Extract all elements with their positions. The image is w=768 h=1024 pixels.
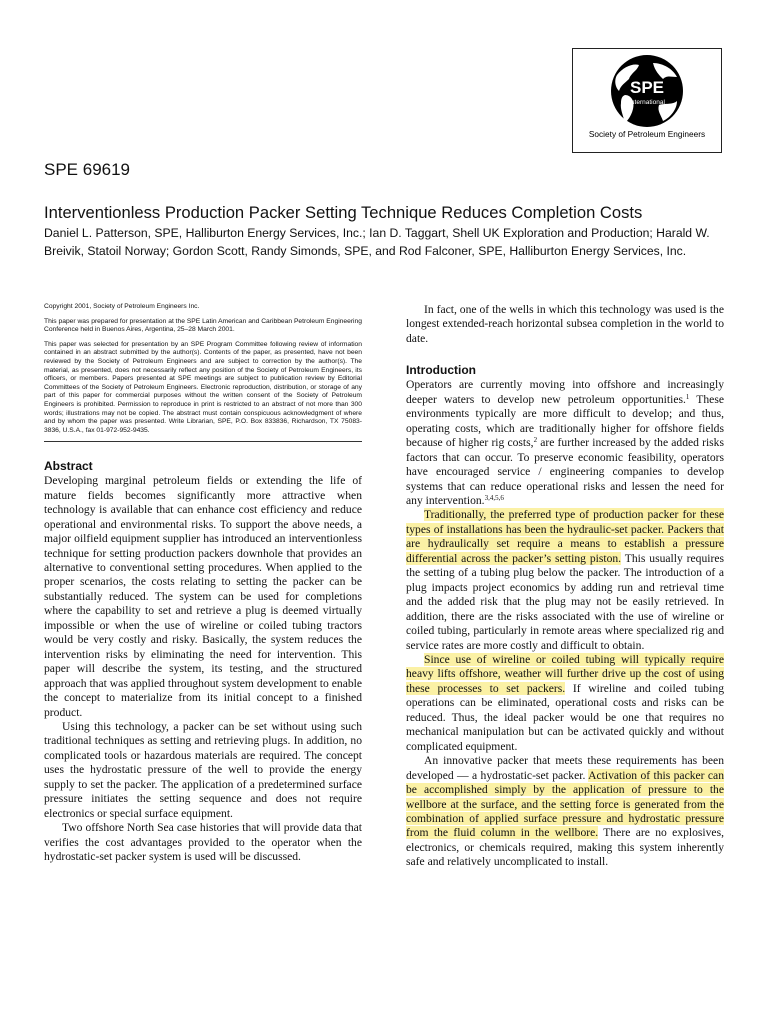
- introduction-heading: Introduction: [406, 363, 476, 378]
- spe-logo: [572, 48, 722, 153]
- author-list: Daniel L. Patterson, SPE, Halliburton Energy Services, Inc.; Ian D. Taggart, Shell UK Exploration and Production; Harald W. Breivik, Statoil Norway; Gordon Scott, Randy Simonds, SPE, and Rod Falconer, SPE, Halliburton Energy Services, Inc.: [44, 226, 710, 258]
- intro-paragraph-2: [406, 508, 724, 653]
- selection-notice: This paper was selected for presentation by an SPE Program Committee following review of information contained in an abstract submitted by the author(s). Contents of the paper, as presented, have not been reviewed by the Society of Petroleum Engineers and are subject to correction by the author(s). The material, as presented, does not necessarily reflect any position of the Society of Petroleum Engineers, its officers, or members. Papers presented at SPE meetings are subject to publication review by Editorial Committees of the Society of Petroleum Engineers. Electronic reproduction, distribution, or storage of any part of this paper for commercial purposes without the written consent of the Society of Petroleum Engineers is prohibited. Permission to reproduce in print is restricted to an abstract of not more than 300 words; illustrations may not be copied. The abstract must contain conspicuous acknowledgment of where and by whom the paper was presented. Write Librarian, SPE, P.O. Box 833836, Richardson, TX 75083-3836, U.S.A., fax 01-972-952-9435.: [44, 340, 362, 434]
- intro-p2-text: This usually requires the setting of a tubing plug below the packer. The introduction of a plug impacts project economics by adding run and retrieval time and the added risk that the plug may not be easily retrieved. In addition, there are the risks associated with the use of wireline or coiled tubing, particularly in remote areas where specialized rig and service rates are more costly and difficult to obtain.: [406, 551, 724, 652]
- highlighted-text: Activation of this packer can be accomplished simply by the application of pressure to the wellbore at the surface, and the setting force is generated from the combination of applied surface pressure and hydrostatic pressure from the fluid column in the wellbore.: [406, 768, 724, 840]
- intro-p3-text: If wireline and coiled tubing operations can be eliminated, operational costs and risks can be reduced. Thus, the ideal packer would be one that requires no mechanical manipulation but can be activated quickly and without complicated equipment.: [406, 681, 724, 753]
- intro-p1-text-b: These environments typically are more difficult to develop; and thus, operating costs, which are traditionally higher for offshore fields because of higher rig costs,: [406, 392, 724, 450]
- left-column: [44, 303, 362, 865]
- abstract-paragraph-3: Two offshore North Sea case histories that will provide data that verifies the cost advantages provided to the operator when the hydrostatic-set packer system is used will be discussed.: [44, 821, 362, 864]
- citation-superscript: 2: [533, 436, 538, 445]
- intro-p1-text-a: Operators are currently moving into offshore and increasingly deeper waters to develop new petroleum opportunities.: [406, 378, 724, 406]
- copyright-notice: Copyright 2001, Society of Petroleum Engineers Inc.: [44, 303, 200, 310]
- intro-paragraph-3: [406, 653, 724, 754]
- abstract-heading: Abstract: [44, 459, 93, 474]
- intro-paragraph-1: [406, 378, 724, 508]
- citation-superscript: 1: [685, 392, 690, 401]
- highlighted-text: Traditionally, the preferred type of production packer for these types of installations has been the hydraulic-set packer. Packers that are hydraulically set require a means to establish a pressure differential across the packer’s setting piston.: [406, 508, 724, 565]
- logo-subtitle: International: [629, 99, 665, 106]
- highlighted-text: Since use of wireline or coiled tubing will typically require heavy lifts offshore, weather will further drive up the cost of using these processes to set packers.: [406, 652, 724, 695]
- presentation-notice: This paper was prepared for presentation at the SPE Latin American and Caribbean Petroleum Engineering Conference held in Buenos Aires, Argentina, 25–28 March 2001.: [44, 317, 362, 334]
- citation-superscript: 3,4,5,6: [484, 493, 504, 502]
- intro-p4-text-a: An innovative packer that meets these requirements has been developed — a hydrostatic-set packer.: [406, 754, 724, 782]
- intro-p1-text-c: are further increased by the added risks factors that can occur. To preserve economic feasibility, operators have encouraged service / engineering companies to develop systems that can reduce operational risks and lessen the need for any intervention.: [406, 436, 724, 507]
- logo-letters: SPE: [629, 78, 665, 97]
- logo-caption: Society of Petroleum Engineers: [588, 129, 706, 139]
- abstract-paragraph-1: Developing marginal petroleum fields or extending the life of mature fields becomes significantly more attractive when technology is available that can enhance cost efficiency and reduce operational and environmental risks. To support the above needs, a major oilfield equipment supplier has introduced an interventionless technique for setting production packers downhole that provides an alternative to conventional setting procedures. When applied to the proper scenarios, the costs relating to setting the packer can be substantially reduced. The system can be used for completions where the capability to set and retrieve a plug is deemed virtually impossible or when the use of wireline or coiled tubing tractors would be very costly and risky. Basically, the system reduces the intervention risks by eliminating the need for intervention. This paper will describe the system, its testing, and the structured approach that was applied throughout system development to enable the concept to materialize from its initial concept to a finished product.: [44, 474, 362, 719]
- abstract-paragraph-2: Using this technology, a packer can be set without using such traditional techniques as setting and retrieving plugs. In addition, no complicated tools or hazardous materials are required. The concept uses the hydrostatic pressure of the well to provide the energy supply to set the packer. The application of a predetermined surface pressure initiates the setting sequence and does not require electronics or special surface equipment.: [44, 720, 362, 820]
- intro-paragraph-4: [406, 754, 724, 870]
- paper-number: SPE 69619: [44, 160, 131, 179]
- intro-p4-text-b: There are no explosives, electronics, or chemicals required, making this system inherently safe and relatively uncomplicated to install.: [406, 826, 724, 869]
- right-column: [406, 303, 724, 870]
- paper-title: Interventionless Production Packer Setting Technique Reduces Completion Costs: [44, 203, 643, 222]
- continuation-paragraph: In fact, one of the wells in which this technology was used is the longest extended-reach horizontal subsea completion in the world to date.: [406, 303, 724, 345]
